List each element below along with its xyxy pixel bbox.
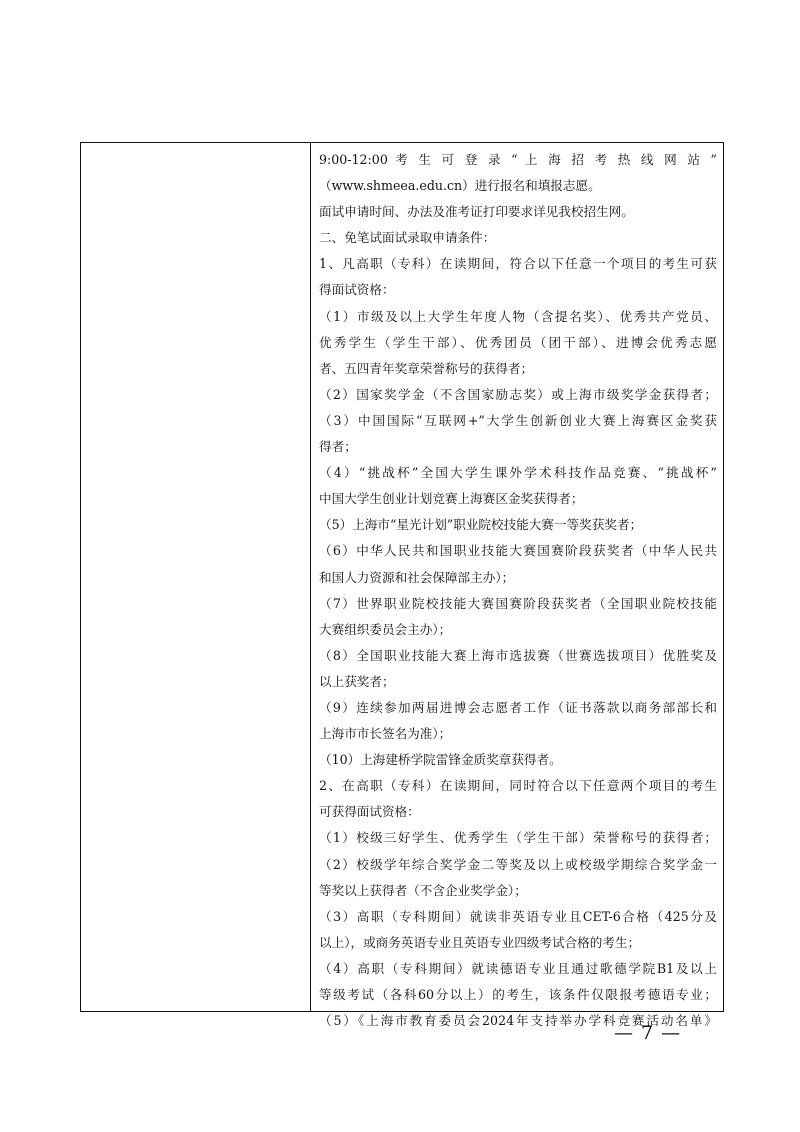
text-line: 以上获奖者；	[319, 673, 395, 689]
text-line: 等奖以上获得者（不含企业奖学金）；	[319, 882, 527, 898]
text-line: （5）上海市“星光计划”职业院校技能大赛一等奖获奖者；	[319, 517, 643, 533]
text-line: （4）高职（专科期间）就读德语专业且通过歌德学院B1及以上	[319, 960, 717, 976]
text-line: 1、凡高职（专科）在读期间，符合以下任意一个项目的考生可获	[319, 256, 717, 272]
text-line: （8）全国职业技能大赛上海市选拔赛（世赛选拔项目）优胜奖及	[319, 647, 717, 663]
text-line: （3）中国国际“互联网+”大学生创新创业大赛上海赛区金奖获	[319, 412, 717, 428]
content-table	[80, 142, 724, 1029]
text-line: （1）校级三好学生、优秀学生（学生干部）荣誉称号的获得者；	[319, 830, 717, 846]
text-line: 可获得面试资格：	[319, 804, 420, 820]
text-line: （6）中华人民共和国职业技能大赛国赛阶段获奖者（中华人民共	[319, 543, 717, 559]
text-line: 得面试资格：	[319, 282, 395, 298]
text-line: 优秀学生（学生干部）、优秀团员（团干部）、进博会优秀志愿	[319, 334, 717, 350]
text-line: （2）校级学年综合奖学金二等奖及以上或校级学期综合奖学金一	[319, 856, 717, 872]
text-line: （3）高职（专科期间）就读非英语专业且CET-6合格（425分及	[319, 908, 717, 924]
text-line: （4）“挑战杯”全国大学生课外学术科技作品竞赛、“挑战杯”	[319, 465, 717, 481]
text-line: 和国人力资源和社会保障部主办）；	[319, 569, 515, 585]
text-line: （2）国家奖学金（不含国家励志奖）或上海市级奖学金获得者；	[319, 386, 717, 402]
text-line: 以上），或商务英语专业且英语专业四级考试合格的考生；	[319, 934, 641, 950]
text-line: （10）上海建桥学院雷锋金质奖章获得者。	[319, 752, 562, 768]
text-line: 上海市市长签名为准）；	[319, 726, 452, 742]
text-line: 面试申请时间、办法及准考证打印要求详见我校招生网。	[319, 204, 634, 220]
text-line: 大赛组织委员会主办）；	[319, 621, 452, 637]
text-line: （9）连续参加两届进博会志愿者工作（证书落款以商务部部长和	[319, 699, 717, 715]
table-left-cell	[81, 143, 311, 1011]
table-right-cell	[319, 147, 717, 1034]
text-line: 9:00-12:00 考 生 可 登 录 “ 上 海 招 考 热 线 网 站 ”	[319, 152, 717, 167]
text-line: 2、在高职（专科）在读期间，同时符合以下任意两个项目的考生	[319, 778, 717, 794]
text-line: 二、免笔试面试录取申请条件：	[319, 230, 496, 246]
text-line: 得者；	[319, 439, 357, 455]
text-line: （5）《上海市教育委员会2024年支持举办学科竞赛活动名单》	[319, 1013, 717, 1029]
page-number: — 7 —	[614, 1022, 682, 1044]
text-line: （1）市级及以上大学生年度人物（含提名奖）、优秀共产党员、	[319, 308, 717, 324]
text-line: （www.shmeea.edu.cn）进行报名和填报志愿。	[319, 178, 601, 194]
text-line: 者、五四青年奖章荣誉称号的获得者；	[319, 360, 534, 376]
text-line: （7）世界职业院校技能大赛国赛阶段获奖者（全国职业院校技能	[319, 595, 717, 611]
text-line: 等级考试（各科60分以上）的考生，该条件仅限报考德语专业；	[319, 987, 717, 1002]
text-line: 中国大学生创业计划竞赛上海赛区金奖获得者；	[319, 491, 584, 507]
